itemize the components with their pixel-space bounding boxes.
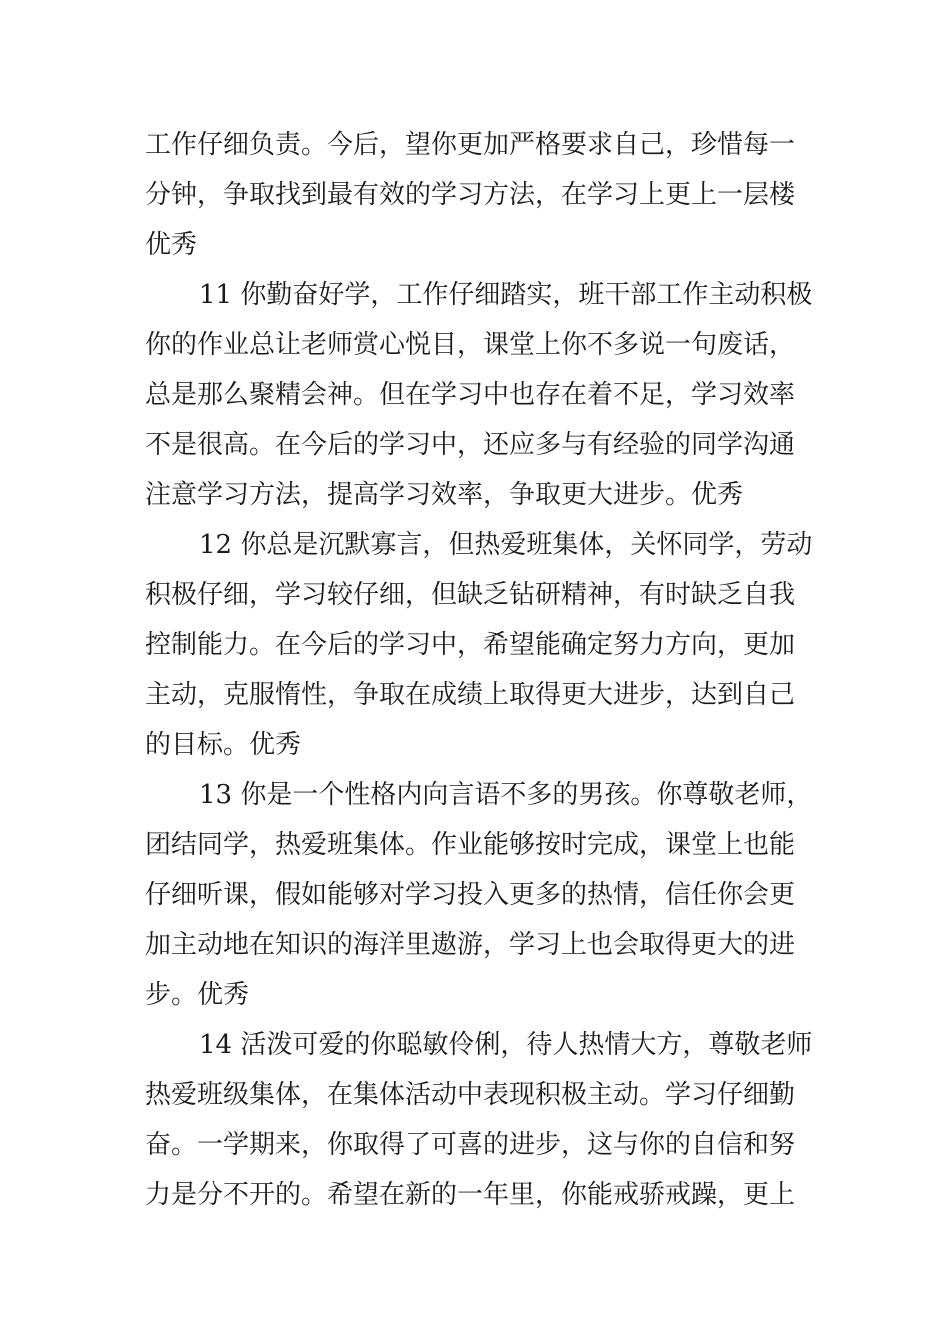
text-line: 力是分不开的。希望在新的一年里，你能戒骄戒躁，更上 <box>145 1180 796 1210</box>
paragraph-start-12: 12 你总是沉默寡言，但热爱班集体，关怀同学，劳动 <box>199 530 813 560</box>
text-line: 仔细听课，假如能够对学习投入更多的热情，信任你会更 <box>145 880 796 910</box>
text-line: 你的作业总让老师赏心悦目，课堂上你不多说一句废话， <box>145 330 796 360</box>
text-line: 加主动地在知识的海洋里遨游，学习上也会取得更大的进 <box>145 930 796 960</box>
text-line: 积极仔细，学习较仔细，但缺乏钻研精神，有时缺乏自我 <box>145 580 796 610</box>
text-line: 分钟，争取找到最有效的学习方法，在学习上更上一层楼 <box>145 180 796 210</box>
text-line: 优秀 <box>145 230 198 260</box>
text-line: 工作仔细负责。今后，望你更加严格要求自己，珍惜每一 <box>145 130 796 160</box>
paragraph-start-14: 14 活泼可爱的你聪敏伶俐，待人热情大方，尊敬老师 <box>199 1030 813 1060</box>
text-line: 注意学习方法，提高学习效率，争取更大进步。优秀 <box>145 480 744 510</box>
text-line: 总是那么聚精会神。但在学习中也存在着不足，学习效率 <box>145 380 796 410</box>
text-line: 不是很高。在今后的学习中，还应多与有经验的同学沟通 <box>145 430 796 460</box>
text-line: 团结同学，热爱班集体。作业能够按时完成，课堂上也能 <box>145 830 796 860</box>
text-line: 的目标。优秀 <box>145 730 302 760</box>
text-line: 奋。一学期来，你取得了可喜的进步，这与你的自信和努 <box>145 1130 796 1160</box>
paragraph-start-11: 11 你勤奋好学，工作仔细踏实，班干部工作主动积极 <box>199 280 813 310</box>
text-line: 热爱班级集体，在集体活动中表现积极主动。学习仔细勤 <box>145 1080 796 1110</box>
body-text <box>145 120 815 1220</box>
text-line: 控制能力。在今后的学习中，希望能确定努力方向，更加 <box>145 630 796 660</box>
text-line: 主动，克服惰性，争取在成绩上取得更大进步，达到自己 <box>145 680 796 710</box>
paragraph-start-13: 13 你是一个性格内向言语不多的男孩。你尊敬老师， <box>199 780 813 810</box>
text-line: 步。优秀 <box>145 980 250 1010</box>
